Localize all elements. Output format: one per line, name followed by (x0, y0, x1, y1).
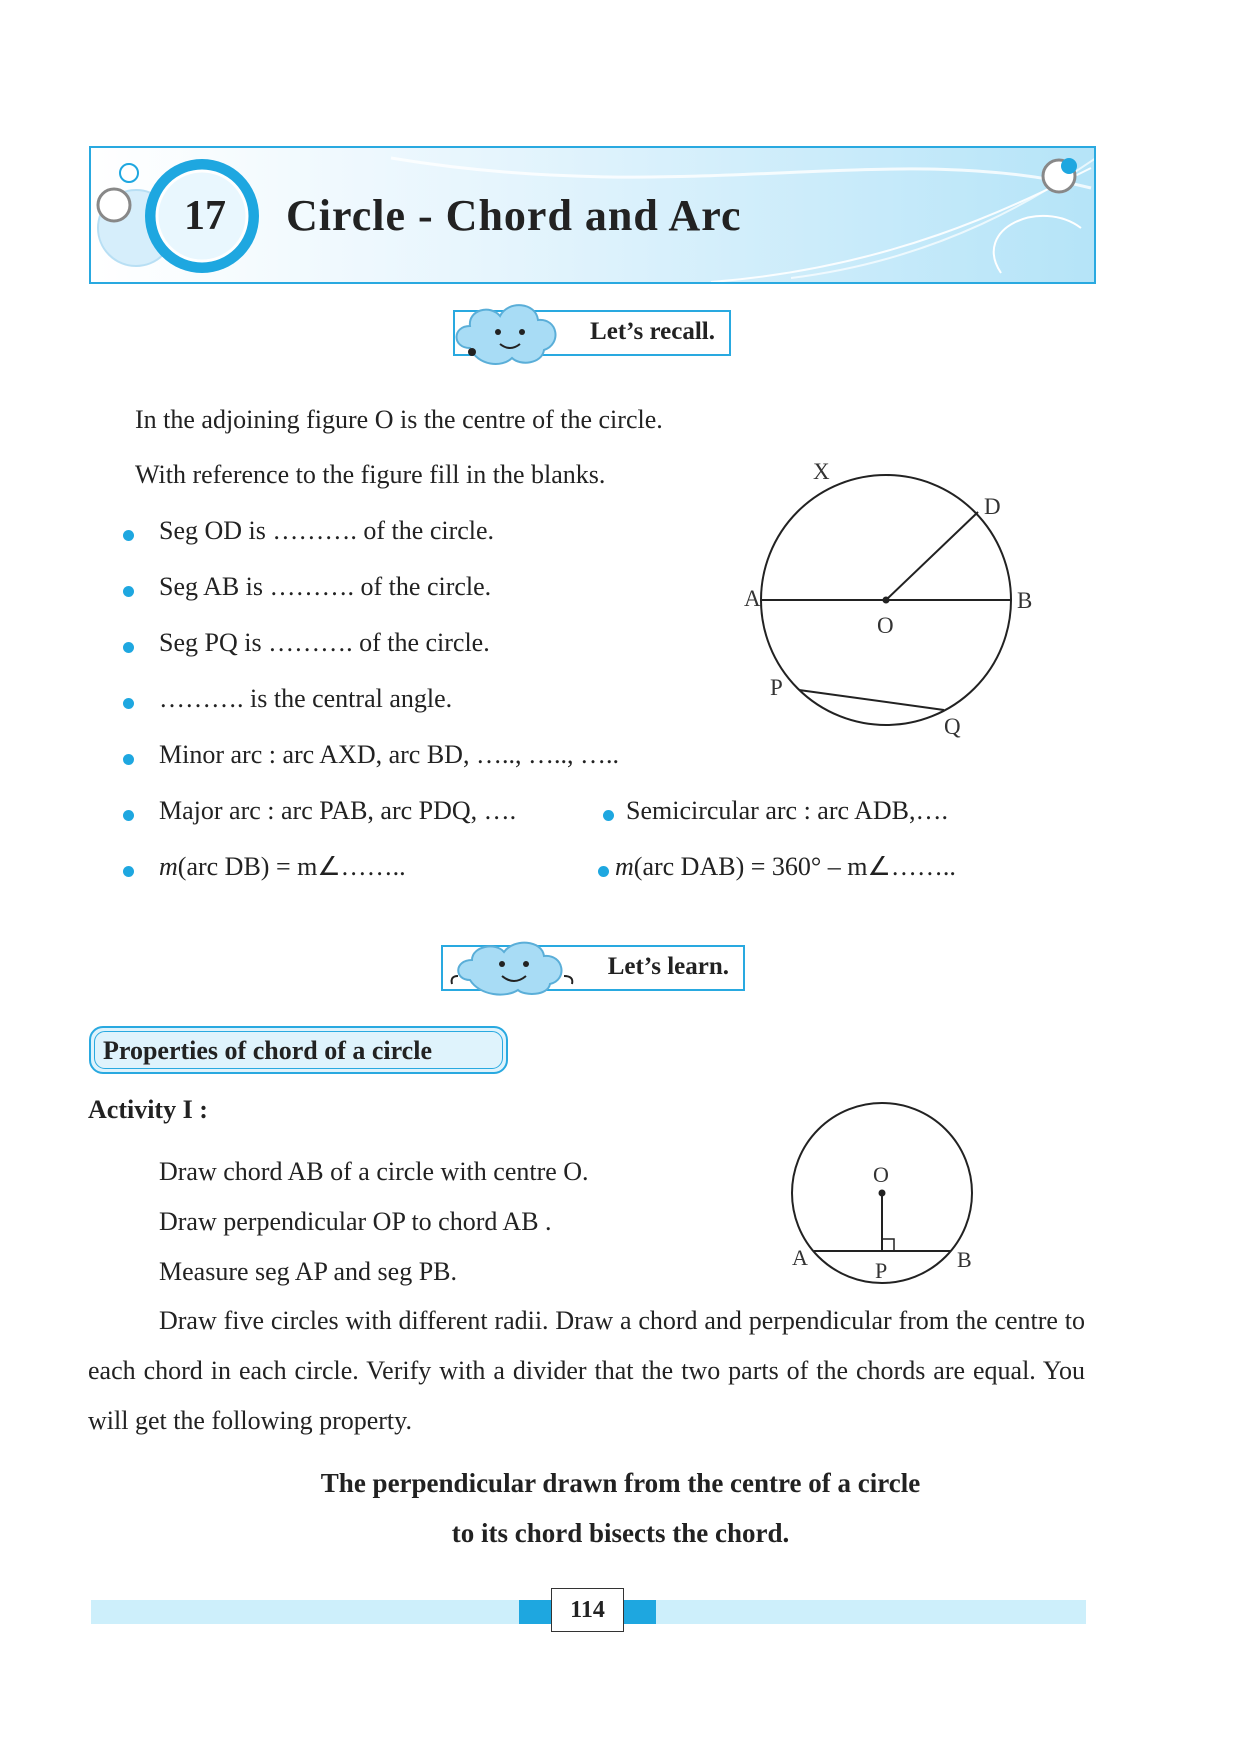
activity-step: Draw chord AB of a circle with centre O. (159, 1157, 589, 1186)
label-O: O (873, 1162, 889, 1187)
property-statement-line-2: to its chord bisects the chord. (451, 1518, 790, 1548)
bullet (123, 642, 134, 653)
measure-m: m (159, 852, 178, 881)
smiling-cloud-icon (444, 936, 586, 996)
bullet (123, 866, 134, 877)
bullet (123, 698, 134, 709)
footer-accent-left (519, 1600, 551, 1624)
bullet (598, 866, 609, 877)
section-heading (89, 1026, 508, 1074)
chapter-title: Circle - Chord and Arc (286, 191, 742, 240)
label-P: P (875, 1258, 888, 1283)
lets-recall-label: Let’s recall. (590, 318, 715, 345)
recall-intro-2: With reference to the figure fill in the blanks. (135, 460, 606, 489)
label-X: X (813, 459, 830, 484)
measure-text: (arc DAB) = 360° – m∠…….. (633, 852, 956, 881)
measure-item-2 (615, 852, 956, 882)
label-Q: Q (944, 714, 961, 739)
activity-paragraph: Draw five circles with different radii. Draw a chord and perpendicular from the centre to each chord in each circle. Verify with a divider that the two parts of the chords are equal. You will get the following property. (88, 1306, 1085, 1435)
section-heading-text: Properties of chord of a circle (103, 1036, 432, 1065)
lets-learn-label: Let’s learn. (607, 953, 729, 980)
recall-item: Seg PQ is ………. of the circle. (159, 628, 490, 657)
chapter-number: 17 (184, 193, 226, 239)
chord-perpendicular-figure (780, 1095, 980, 1293)
label-A: A (792, 1245, 808, 1270)
bullet (123, 530, 134, 541)
major-arc-item: Major arc : arc PAB, arc PDQ, …. (159, 796, 517, 825)
smiling-cloud-icon (450, 296, 566, 368)
property-statement-line-1: The perpendicular drawn from the centre of a circle (320, 1468, 921, 1498)
activity-heading: Activity I : (88, 1095, 208, 1124)
bullet (123, 586, 134, 597)
label-B: B (1017, 588, 1033, 613)
recall-item: Seg OD is ………. of the circle. (159, 516, 495, 545)
recall-item: Minor arc : arc AXD, arc BD, ….., ….., ….. (159, 740, 619, 769)
bullet (603, 810, 614, 821)
semicircular-arc-item: Semicircular arc : arc ADB,…. (626, 796, 948, 825)
label-A: A (744, 586, 761, 611)
measure-item-1 (159, 852, 406, 882)
activity-step: Measure seg AP and seg PB. (159, 1257, 458, 1286)
label-P: P (770, 675, 783, 700)
bullet (123, 810, 134, 821)
recall-item: Seg AB is ………. of the circle. (159, 572, 492, 601)
page-number: 114 (551, 1588, 624, 1632)
measure-text: (arc DB) = m∠…….. (177, 852, 406, 881)
label-D: D (984, 494, 1001, 519)
recall-circle-figure (730, 455, 1050, 740)
label-O: O (877, 613, 894, 638)
recall-intro-1: In the adjoining figure O is the centre of the circle. (135, 405, 663, 434)
activity-step: Draw perpendicular OP to chord AB . (159, 1207, 552, 1236)
recall-item: ………. is the central angle. (159, 684, 453, 713)
footer-accent-right (624, 1600, 656, 1624)
bullet (123, 754, 134, 765)
label-B: B (957, 1247, 972, 1272)
measure-m: m (615, 852, 634, 881)
